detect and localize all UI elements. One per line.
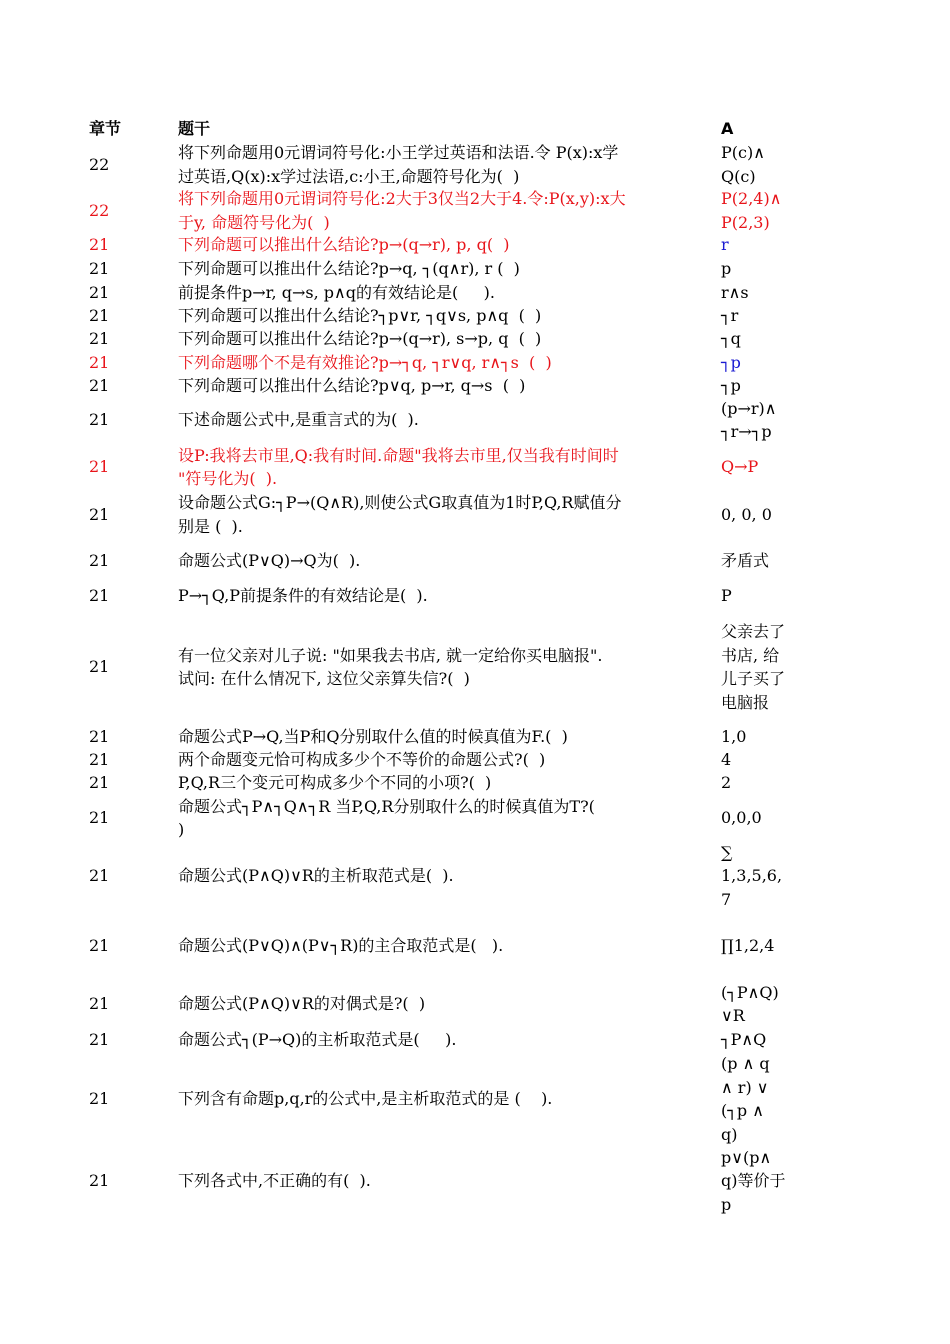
chapter-number-cell (89, 725, 149, 748)
chapter-number: 21 (89, 936, 110, 956)
chapter-number-cell (89, 141, 149, 188)
answer-text-cell (721, 327, 801, 351)
answer-text-cell (721, 841, 801, 911)
question-text-cell (178, 923, 716, 969)
answer-text: p (721, 259, 732, 279)
question-text: 下列命题可以推出什么结论?p→(q→r), s→p, q ( ) (178, 329, 542, 349)
chapter-number-cell (89, 233, 149, 256)
question-text-cell (178, 374, 716, 398)
table-row (0, 281, 950, 305)
chapter-number-cell (89, 795, 149, 841)
question-text-cell (178, 187, 716, 234)
answer-text: Q→P (721, 457, 759, 477)
answer-text: P(2,4)∧ P(2,3) (721, 189, 782, 232)
question-text: 下列命题可以推出什么结论?p→(q→r), p, q( ) (178, 234, 510, 254)
header-chapter: 章节 (89, 119, 122, 138)
question-text-cell (178, 304, 716, 327)
answer-text: 4 (721, 749, 732, 769)
answer-text-cell (721, 584, 801, 607)
answer-text-cell (721, 281, 801, 305)
question-text: 下列各式中,不正确的有( ). (178, 1171, 371, 1191)
question-text: 两个命题变元恰可构成多少个不等价的命题公式?( ) (178, 749, 546, 769)
chapter-number: 21 (89, 410, 110, 430)
chapter-number: 21 (89, 234, 110, 254)
chapter-number: 21 (89, 329, 110, 349)
chapter-number: 21 (89, 866, 110, 886)
answer-text: (p ∧ q ∧ r) ∨ (┐p ∧ q) (721, 1054, 770, 1144)
question-text-cell (178, 1052, 716, 1146)
chapter-number-cell (89, 397, 149, 443)
header-question: 题干 (178, 119, 211, 138)
table-row (0, 584, 950, 607)
table-row (0, 141, 950, 188)
chapter-number-cell (89, 620, 149, 714)
answer-text-cell (721, 1028, 801, 1052)
chapter-number: 21 (89, 1030, 110, 1050)
question-text: 下列命题可以推出什么结论?┐p∨r, ┐q∨s, p∧q ( ) (178, 305, 542, 325)
table-row (0, 771, 950, 795)
answer-text: 0, 0, 0 (721, 504, 772, 524)
answer-text-cell (721, 771, 801, 795)
question-text: 命题公式┐(P→Q)的主析取范式是( ). (178, 1030, 457, 1050)
answer-text: ┐p (721, 352, 741, 372)
chapter-number-cell (89, 923, 149, 969)
chapter-number: 21 (89, 585, 110, 605)
chapter-number: 22 (89, 154, 110, 174)
question-text-cell (178, 1028, 716, 1052)
question-text: P,Q,R三个变元可构成多少个不同的小项?( ) (178, 773, 492, 793)
question-text: 命题公式┐P∧┐Q∧┐R 当P,Q,R分别取什么的时候真值为T?( ) (178, 796, 595, 839)
answer-text: ┐P∧Q (721, 1030, 767, 1050)
chapter-number: 21 (89, 994, 110, 1014)
answer-text-cell (721, 748, 801, 771)
header-answer-a: A (721, 119, 734, 138)
answer-text: ∏1,2,4 (721, 936, 775, 956)
question-text-cell (178, 538, 716, 584)
chapter-number-cell (89, 374, 149, 398)
question-text-cell (178, 327, 716, 351)
chapter-number-cell (89, 281, 149, 305)
question-text-cell (178, 981, 716, 1027)
question-text: 将下列命题用0元谓词符号化:2大于3仅当2大于4.令:P(x,y):x大 于y, 命题符号化为( ) (178, 189, 626, 232)
chapter-number-cell (89, 444, 149, 490)
question-text: 设P:我将去市里,Q:我有时间.命题"我将去市里,仅当我有时间时 "符号化为( ). (178, 445, 619, 488)
table-row (0, 304, 950, 327)
question-text-cell (178, 257, 716, 281)
table-row (0, 1052, 950, 1146)
question-text: 下列命题可以推出什么结论?p∨q, p→r, q→s ( ) (178, 376, 526, 396)
answer-text-cell (721, 141, 801, 188)
question-text-cell (178, 771, 716, 795)
answer-text: ┐r (721, 305, 739, 325)
chapter-number: 21 (89, 504, 110, 524)
chapter-number: 21 (89, 726, 110, 746)
chapter-number-cell (89, 304, 149, 327)
answer-text-cell (721, 491, 801, 538)
answer-text-cell (721, 923, 801, 969)
answer-text: r (721, 234, 729, 254)
answer-text-cell (721, 1146, 801, 1216)
table-row (0, 233, 950, 256)
answer-text-cell (721, 795, 801, 841)
chapter-number: 21 (89, 283, 110, 303)
question-text: 下述命题公式中,是重言式的为( ). (178, 410, 419, 430)
answer-text-cell (721, 374, 801, 398)
table-row (0, 257, 950, 281)
answer-text: P (721, 585, 732, 605)
answer-text: 父亲去了 书店, 给 儿子买了 电脑报 (721, 622, 786, 712)
chapter-number-cell (89, 257, 149, 281)
chapter-number: 21 (89, 657, 110, 677)
answer-text: (┐P∧Q) ∨R (721, 982, 779, 1025)
chapter-number-cell (89, 327, 149, 351)
answer-text: (p→r)∧ ┐r→┐p (721, 398, 777, 441)
chapter-number: 22 (89, 200, 110, 220)
chapter-number-cell (89, 538, 149, 584)
chapter-number-cell (89, 491, 149, 538)
question-text: 命题公式(P∨Q)∧(P∨┐R)的主合取范式是( ). (178, 936, 504, 956)
chapter-number-cell (89, 748, 149, 771)
answer-text: ┐p (721, 376, 741, 396)
answer-text: r∧s (721, 283, 749, 303)
answer-text: 矛盾式 (721, 551, 770, 571)
table-row (0, 725, 950, 748)
chapter-number-cell (89, 584, 149, 607)
chapter-number-cell (89, 187, 149, 234)
question-text-cell (178, 584, 716, 607)
question-text-cell (178, 233, 716, 256)
table-row (0, 538, 950, 584)
question-text: 下列命题可以推出什么结论?p→q, ┐(q∧r), r ( ) (178, 259, 520, 279)
chapter-number-cell (89, 841, 149, 911)
answer-text-cell (721, 397, 801, 443)
question-text: 设命题公式G:┐P→(Q∧R),则使公式G取真值为1时P,Q,R赋值分 别是 ( ). (178, 493, 622, 536)
question-text: 下列命题哪个不是有效推论?p→┐q, ┐r∨q, r∧┐s ( ) (178, 352, 552, 372)
question-text-cell (178, 1146, 716, 1216)
answer-text-cell (721, 1052, 801, 1146)
chapter-number: 21 (89, 305, 110, 325)
question-text-cell (178, 491, 716, 538)
question-text: 有一位父亲对儿子说: "如果我去书店, 就一定给你买电脑报". 试问: 在什么情况下, 这位父亲算失信?( ) (178, 645, 603, 688)
chapter-number-cell (89, 1052, 149, 1146)
answer-text: ┐q (721, 329, 741, 349)
chapter-number-cell (89, 351, 149, 374)
question-text-cell (178, 841, 716, 911)
chapter-number: 21 (89, 749, 110, 769)
question-text: 命题公式(P∧Q)∨R的对偶式是?( ) (178, 994, 426, 1014)
question-text: P→┐Q,P前提条件的有效结论是( ). (178, 585, 428, 605)
table-row (0, 981, 950, 1027)
question-text: 命题公式P→Q,当P和Q分别取什么值的时候真值为F.( ) (178, 726, 568, 746)
answer-text: 1,0 (721, 726, 747, 746)
chapter-number: 21 (89, 259, 110, 279)
question-text: 命题公式(P∨Q)→Q为( ). (178, 551, 361, 571)
answer-text-cell (721, 233, 801, 256)
question-text-cell (178, 397, 716, 443)
table-row (0, 444, 950, 490)
question-text: 命题公式(P∧Q)∨R的主析取范式是( ). (178, 866, 454, 886)
chapter-number: 21 (89, 1089, 110, 1109)
chapter-number: 21 (89, 808, 110, 828)
chapter-number: 21 (89, 376, 110, 396)
chapter-number-cell (89, 771, 149, 795)
table-row (0, 1028, 950, 1052)
answer-text: p∨(p∧ q)等价于 p (721, 1147, 786, 1214)
question-text-cell (178, 748, 716, 771)
chapter-number: 21 (89, 1171, 110, 1191)
chapter-number: 21 (89, 773, 110, 793)
answer-text-cell (721, 981, 801, 1027)
question-text-cell (178, 141, 716, 188)
answer-text: ∑ 1,3,5,6, 7 (721, 842, 783, 909)
table-row (0, 795, 950, 841)
table-row (0, 491, 950, 538)
table-row (0, 351, 950, 374)
answer-text: P(c)∧ Q(c) (721, 143, 765, 186)
question-text-cell (178, 620, 716, 714)
chapter-number: 21 (89, 352, 110, 372)
table-row (0, 374, 950, 398)
answer-text-cell (721, 620, 801, 714)
table-row (0, 397, 950, 443)
answer-text: 2 (721, 773, 732, 793)
answer-text-cell (721, 351, 801, 374)
question-text-cell (178, 725, 716, 748)
question-text-cell (178, 444, 716, 490)
table-row (0, 841, 950, 911)
answer-text-cell (721, 725, 801, 748)
chapter-number-cell (89, 1146, 149, 1216)
question-text: 前提条件p→r, q→s, p∧q的有效结论是( ). (178, 283, 495, 303)
question-text-cell (178, 795, 716, 841)
question-text-cell (178, 281, 716, 305)
question-text-cell (178, 351, 716, 374)
chapter-number-cell (89, 981, 149, 1027)
answer-text-cell (721, 538, 801, 584)
table-row (0, 1146, 950, 1216)
answer-text-cell (721, 444, 801, 490)
question-text: 将下列命题用0元谓词符号化:小王学过英语和法语.令 P(x):x学 过英语,Q(x):x学过法语,c:小王,命题符号化为( ) (178, 143, 619, 186)
answer-text-cell (721, 257, 801, 281)
table-row (0, 923, 950, 969)
table-row (0, 620, 950, 714)
table-row (0, 327, 950, 351)
chapter-number: 21 (89, 457, 110, 477)
chapter-number-cell (89, 1028, 149, 1052)
table-row (0, 748, 950, 771)
answer-text: 0,0,0 (721, 808, 762, 828)
answer-text-cell (721, 187, 801, 234)
table-row (0, 187, 950, 234)
chapter-number: 21 (89, 551, 110, 571)
answer-text-cell (721, 304, 801, 327)
question-text: 下列含有命题p,q,r的公式中,是主析取范式的是 ( ). (178, 1089, 553, 1109)
